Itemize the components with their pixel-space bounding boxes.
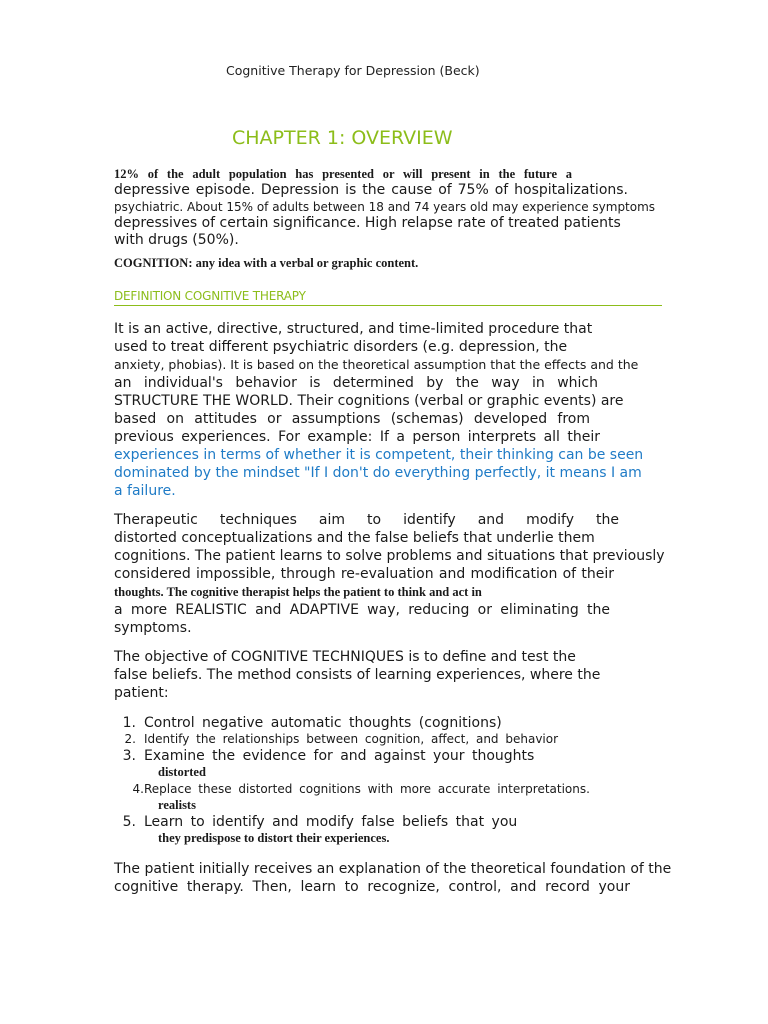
intro-line: 12% of the adult population has presented or will present in the future a <box>114 167 572 181</box>
paragraph-line: a more REALISTIC and ADAPTIVE way, reducing or eliminating the <box>114 602 610 618</box>
intro-line: with drugs (50%). <box>114 232 239 248</box>
paragraph-line: considered impossible, through re-evaluation and modification of their <box>114 566 614 582</box>
paragraph-line-highlight: experiences in terms of whether it is competent, their thinking can be seen <box>114 447 644 463</box>
list-item: 2. Identify the relationships between cognition, affect, and behavior <box>124 732 559 746</box>
chapter-title: CHAPTER 1: OVERVIEW <box>232 127 453 149</box>
paragraph-line: cognitive therapy. Then, learn to recognize, control, and record your <box>114 879 630 895</box>
list-item: 3. Examine the evidence for and against your thoughts <box>122 748 535 764</box>
paragraph-line: STRUCTURE THE WORLD. Their cognitions (verbal or graphic events) are <box>114 393 624 409</box>
paragraph-line: cognitions. The patient learns to solve problems and situations that previously <box>114 548 665 564</box>
intro-line: psychiatric. About 15% of adults between 18 and 74 years old may experience symptoms <box>114 200 656 214</box>
paragraph-line: symptoms. <box>114 620 192 636</box>
paragraph-line: distorted conceptualizations and the false beliefs that underlie them <box>114 530 595 546</box>
paragraph-line: false beliefs. The method consists of learning experiences, where the <box>114 667 601 683</box>
paragraph-line: The patient initially receives an explanation of the theoretical foundation of the <box>114 861 672 877</box>
paragraph-line: previous experiences. For example: If a person interprets all their <box>114 429 600 445</box>
technique-list <box>114 714 664 846</box>
paragraph-line: It is an active, directive, structured, and time-limited procedure that <box>114 321 593 337</box>
list-item: 4.Replace these distorted cognitions with more accurate interpretations. <box>132 782 590 796</box>
page-header: Cognitive Therapy for Depression (Beck) <box>226 63 480 78</box>
paragraph-line: based on attitudes or assumptions (schemas) developed from <box>114 411 590 427</box>
paragraph-definition <box>114 320 664 500</box>
paragraph-line: thoughts. The cognitive therapist helps the patient to think and act in <box>114 585 482 599</box>
list-item-continuation: distorted <box>158 765 206 779</box>
paragraph-objective <box>114 648 664 702</box>
list-item: 1. Control negative automatic thoughts (cognitions) <box>122 715 502 731</box>
paragraph-explanation <box>114 860 672 896</box>
paragraph-line: The objective of COGNITIVE TECHNIQUES is to define and test the <box>114 649 576 665</box>
list-item-continuation: they predispose to distort their experiences. <box>158 831 390 845</box>
paragraph-line: patient: <box>114 685 169 701</box>
intro-paragraph <box>114 166 664 249</box>
intro-line: depressive episode. Depression is the cause of 75% of hospitalizations. <box>114 182 628 198</box>
list-item-continuation: realists <box>158 798 196 812</box>
section-heading: DEFINITION COGNITIVE THERAPY <box>114 289 662 306</box>
paragraph-line: used to treat different psychiatric disorders (e.g. depression, the <box>114 339 568 355</box>
intro-line: depressives of certain significance. High relapse rate of treated patients <box>114 215 621 231</box>
list-item: 5. Learn to identify and modify false beliefs that you <box>122 814 518 830</box>
paragraph-techniques <box>114 511 664 637</box>
paragraph-line-highlight: dominated by the mindset "If I don't do everything perfectly, it means I am <box>114 465 642 481</box>
paragraph-line: an individual's behavior is determined by the way in which <box>114 375 598 391</box>
paragraph-line: Therapeutic techniques aim to identify and modify the <box>114 512 619 528</box>
paragraph-line-highlight: a failure. <box>114 483 176 499</box>
cognition-definition: COGNITION: any idea with a verbal or graphic content. <box>114 256 419 270</box>
paragraph-line: anxiety, phobias). It is based on the theoretical assumption that the effects and the <box>114 357 639 372</box>
